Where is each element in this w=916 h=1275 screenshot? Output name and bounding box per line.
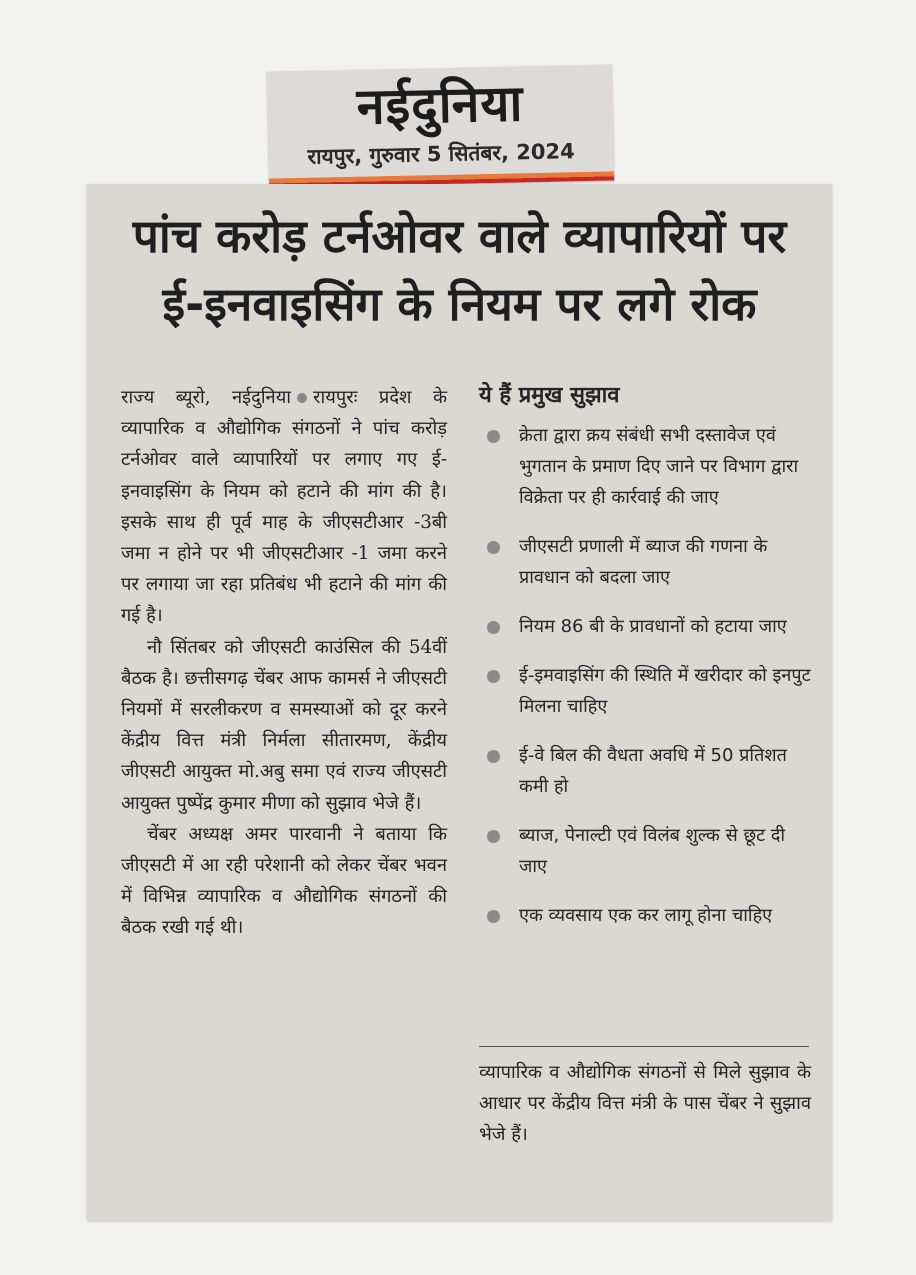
list-item: ब्याज, पेनाल्टी एवं विलंब शुल्क से छूट दी जाए xyxy=(479,820,812,882)
list-item: ई-इमवाइसिंग की स्थिति में खरीदार को इनपुट मिलना चाहिए xyxy=(479,660,812,722)
article-body xyxy=(121,382,447,944)
bullet-dot-icon xyxy=(297,393,307,403)
suggestions-title: ये हैं प्रमुख सुझाव xyxy=(479,383,620,408)
list-item: नियम 86 बी के प्रावधानों को हटाया जाए xyxy=(479,611,812,642)
suggestions-box xyxy=(479,380,812,949)
newspaper-logo: नईदुनिया xyxy=(356,74,524,136)
paragraph-text: प्रदेश के व्यापारिक व औद्योगिक संगठनों ने पांच करोड़ टर्नओवर वाले व्यापारियों पर लगाए गए ई-इनवाइसिंग के नियम को हटाने की मांग की है। इसके साथ ही पूर्व माह के जीएसटीआर -3बी जमा न होने पर भी जीएसटीआर -1 जमा करने पर लगाया जा रहा प्रतिबंध भी हटाने की मांग की गई है। xyxy=(121,387,447,627)
article-clipping xyxy=(87,184,832,1220)
bullet-dot-icon xyxy=(487,910,500,923)
dateline: रायपुर, गुरुवार 5 सितंबर, 2024 xyxy=(307,139,575,169)
article-paragraph-3: चेंबर अध्यक्ष अमर पारवानी ने बताया कि जीएसटी में आ रही परेशानी को लेकर चेंबर भवन में विभिन्न व्यापारिक व औद्योगिक संगठनों की बैठक रखी गई थी। xyxy=(121,823,447,939)
byline: राज्य ब्यूरो, नईदुनिया xyxy=(121,387,292,408)
list-item: जीएसटी प्रणाली में ब्याज की गणना के प्रावधान को बदला जाए xyxy=(479,531,812,593)
list-item: क्रेता द्वारा क्रय संबंधी सभी दस्तावेज एवं भुगतान के प्रमाण दिए जाने पर विभाग द्वारा विक्रेता पर ही कार्रवाई की जाए xyxy=(479,420,812,513)
bullet-dot-icon xyxy=(487,621,500,634)
newspaper-masthead xyxy=(267,64,614,187)
article-headline xyxy=(87,202,832,338)
dateline-place: रायपुरः xyxy=(313,387,358,408)
divider xyxy=(479,1046,809,1047)
headline-line-2: ई-इनवाइसिंग के नियम पर लगे रोक xyxy=(162,277,757,331)
list-item: ई-वे बिल की वैधता अवधि में 50 प्रतिशत कमी हो xyxy=(479,740,812,802)
bullet-dot-icon xyxy=(487,750,500,763)
bullet-dot-icon xyxy=(487,830,500,843)
list-item: एक व्यवसाय एक कर लागू होना चाहिए xyxy=(479,900,812,931)
suggestions-footnote: व्यापारिक व औद्योगिक संगठनों से मिले सुझाव के आधार पर केंद्रीय वित्त मंत्री के पास चेंबर ने सुझाव भेजे हैं। xyxy=(479,1062,811,1145)
article-paragraph-1 xyxy=(121,382,447,632)
bullet-dot-icon xyxy=(487,541,500,554)
headline-line-1: पांच करोड़ टर्नओवर वाले व्यापारियों पर xyxy=(132,209,787,263)
bullet-dot-icon xyxy=(487,670,500,683)
bullet-dot-icon xyxy=(487,430,500,443)
article-paragraph-2: नौ सिंतबर को जीएसटी काउंसिल की 54वीं बैठक है। छत्तीसगढ़ चेंबर आफ कामर्स ने जीएसटी नियमों में सरलीकरण व समस्याओं को दूर करने केंद्रीय वित्त मंत्री निर्मला सीतारमण, केंद्रीय जीएसटी आयुक्त मो.अबु समा एवं राज्य जीएसटी आयुक्त पुष्पेंद्र कुमार मीणा को सुझाव भेजे हैं। xyxy=(121,636,447,814)
